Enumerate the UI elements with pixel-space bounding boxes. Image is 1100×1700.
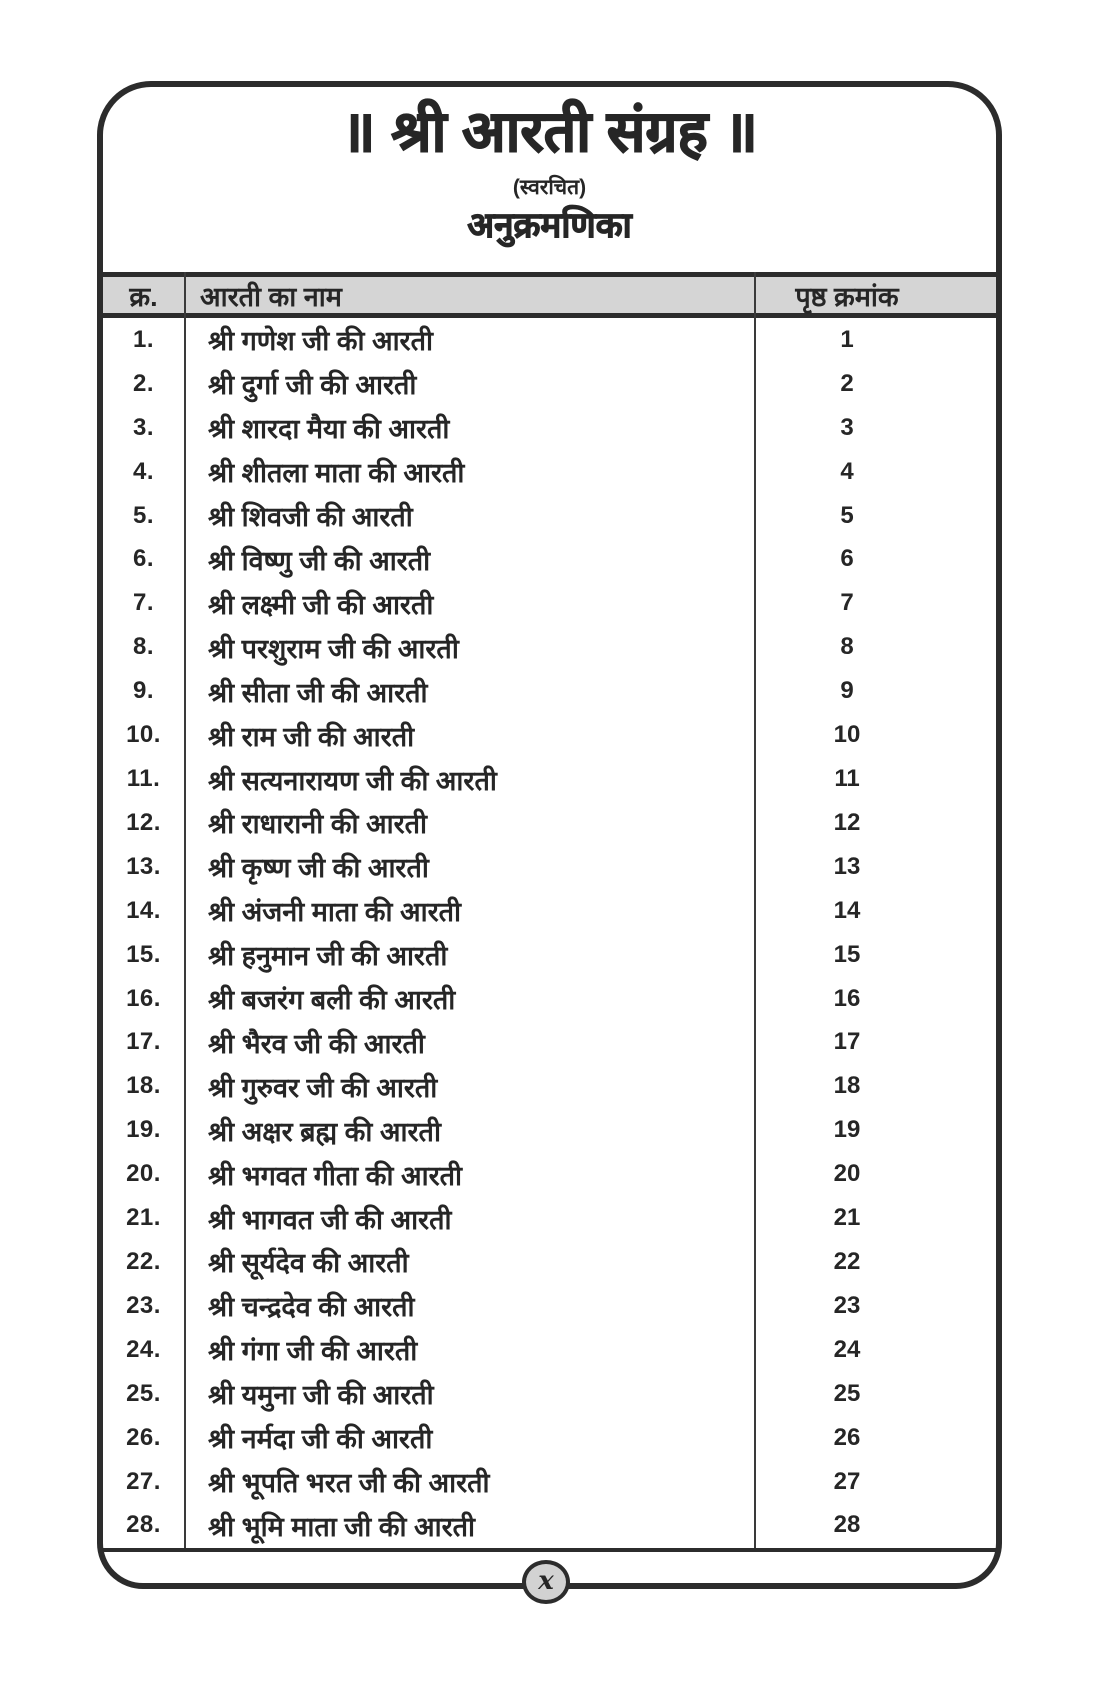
column-divider-serial — [184, 272, 186, 1548]
table-row — [103, 713, 996, 757]
table-row — [103, 494, 996, 538]
table-row — [103, 362, 996, 406]
table-header-row — [103, 272, 996, 318]
table-row — [103, 1064, 996, 1108]
header-aarti-name: आरती का नाम — [200, 282, 342, 312]
row-serial-number: 22. — [126, 1247, 161, 1275]
row-aarti-name: श्री विष्णु जी की आरती — [208, 545, 431, 576]
table-row — [103, 538, 996, 582]
row-aarti-name: श्री भैरव जी की आरती — [208, 1028, 425, 1059]
table-row — [103, 1372, 996, 1416]
row-page-number: 28 — [833, 1511, 861, 1539]
index-heading: अनुक्रमणिका — [467, 206, 632, 245]
table-row — [103, 889, 996, 933]
row-serial-number: 9. — [132, 677, 154, 705]
row-serial-number: 6. — [132, 545, 154, 573]
row-aarti-name: श्री हनुमान जी की आरती — [208, 941, 448, 972]
row-page-number: 18 — [833, 1072, 861, 1100]
table-row — [103, 801, 996, 845]
table-row — [103, 1503, 996, 1547]
table-row — [103, 1328, 996, 1372]
table-row — [103, 625, 996, 669]
book-title: ॥ श्री आरती संग्रह ॥ — [341, 100, 758, 164]
row-aarti-name: श्री गणेश जी की आरती — [208, 326, 433, 357]
row-page-number: 10 — [833, 721, 861, 749]
row-serial-number: 10. — [126, 721, 161, 749]
footer-page-number-oval — [522, 1560, 570, 1604]
row-page-number: 27 — [833, 1467, 861, 1495]
row-aarti-name: श्री भागवत जी की आरती — [208, 1204, 452, 1235]
row-serial-number: 26. — [126, 1423, 161, 1451]
row-aarti-name: श्री परशुराम जी की आरती — [208, 633, 459, 664]
row-serial-number: 25. — [126, 1379, 161, 1407]
row-aarti-name: श्री सीता जी की आरती — [208, 677, 428, 708]
row-page-number: 13 — [833, 852, 861, 880]
row-serial-number: 2. — [132, 369, 154, 397]
row-aarti-name: श्री शारदा मैया की आरती — [208, 414, 450, 445]
row-serial-number: 8. — [132, 633, 154, 661]
row-page-number: 14 — [833, 896, 861, 924]
row-serial-number: 14. — [126, 896, 161, 924]
row-serial-number: 27. — [126, 1467, 161, 1495]
row-serial-number: 15. — [126, 940, 161, 968]
row-aarti-name: श्री भूमि माता जी की आरती — [208, 1511, 476, 1542]
table-row — [103, 581, 996, 625]
row-serial-number: 21. — [126, 1204, 161, 1232]
row-aarti-name: श्री राम जी की आरती — [208, 721, 415, 752]
table-row — [103, 1460, 996, 1504]
row-page-number: 19 — [833, 1116, 861, 1144]
row-aarti-name: श्री अंजनी माता की आरती — [208, 897, 462, 928]
row-serial-number: 12. — [126, 808, 161, 836]
row-page-number: 8 — [840, 633, 854, 661]
table-row — [103, 1021, 996, 1065]
row-page-number: 2 — [840, 369, 854, 397]
row-page-number: 16 — [833, 984, 861, 1012]
row-serial-number: 23. — [126, 1291, 161, 1319]
row-serial-number: 28. — [126, 1511, 161, 1539]
header-page-number: पृष्ठ क्रमांक — [795, 282, 899, 312]
row-aarti-name: श्री दुर्गा जी की आरती — [208, 370, 417, 401]
row-page-number: 20 — [833, 1160, 861, 1188]
row-page-number: 1 — [840, 325, 854, 353]
row-aarti-name: श्री भूपति भरत जी की आरती — [208, 1468, 490, 1499]
row-serial-number: 16. — [126, 984, 161, 1012]
row-aarti-name: श्री सूर्यदेव की आरती — [208, 1248, 409, 1279]
row-page-number: 6 — [840, 545, 854, 573]
row-aarti-name: श्री यमुना जी की आरती — [208, 1380, 434, 1411]
row-serial-number: 4. — [132, 457, 154, 485]
row-serial-number: 7. — [132, 589, 154, 617]
table-body — [103, 318, 996, 1552]
table-row — [103, 450, 996, 494]
row-aarti-name: श्री लक्ष्मी जी की आरती — [208, 589, 434, 620]
page-border-frame — [97, 81, 1002, 1589]
table-row — [103, 977, 996, 1021]
row-serial-number: 11. — [126, 765, 161, 793]
row-serial-number: 20. — [126, 1160, 161, 1188]
row-serial-number: 19. — [126, 1116, 161, 1144]
row-aarti-name: श्री भगवत गीता की आरती — [208, 1160, 463, 1191]
row-serial-number: 17. — [126, 1028, 161, 1056]
row-serial-number: 18. — [126, 1072, 161, 1100]
table-row — [103, 318, 996, 362]
table-row — [103, 1240, 996, 1284]
table-row — [103, 1284, 996, 1328]
table-row — [103, 1416, 996, 1460]
row-aarti-name: श्री बजरंग बली की आरती — [208, 985, 456, 1016]
row-aarti-name: श्री अक्षर ब्रह्म की आरती — [208, 1116, 441, 1147]
row-aarti-name: श्री राधारानी की आरती — [208, 809, 428, 840]
row-serial-number: 24. — [126, 1335, 161, 1363]
row-serial-number: 3. — [132, 413, 154, 441]
row-page-number: 26 — [833, 1423, 861, 1451]
column-divider-page — [754, 272, 756, 1548]
row-page-number: 21 — [833, 1204, 861, 1232]
row-page-number: 23 — [833, 1291, 861, 1319]
row-serial-number: 1. — [132, 325, 154, 353]
row-aarti-name: श्री चन्द्रदेव की आरती — [208, 1292, 415, 1323]
book-subtitle: (स्वरचित) — [512, 176, 587, 199]
row-aarti-name: श्री शिवजी की आरती — [208, 502, 413, 533]
row-serial-number: 13. — [126, 852, 161, 880]
table-row — [103, 1108, 996, 1152]
row-page-number: 24 — [833, 1335, 861, 1363]
row-aarti-name: श्री गंगा जी की आरती — [208, 1336, 418, 1367]
row-page-number: 15 — [833, 940, 861, 968]
footer-page-number: x — [538, 1566, 554, 1596]
table-row — [103, 757, 996, 801]
row-aarti-name: श्री शीतला माता की आरती — [208, 458, 465, 489]
row-page-number: 12 — [833, 808, 861, 836]
row-aarti-name: श्री सत्यनारायण जी की आरती — [208, 765, 497, 796]
row-page-number: 17 — [833, 1028, 861, 1056]
table-row — [103, 933, 996, 977]
row-page-number: 7 — [840, 589, 854, 617]
row-page-number: 25 — [833, 1379, 861, 1407]
table-row — [103, 845, 996, 889]
table-row — [103, 1196, 996, 1240]
row-aarti-name: श्री गुरुवर जी की आरती — [208, 1072, 438, 1103]
row-page-number: 3 — [840, 413, 854, 441]
row-page-number: 5 — [840, 501, 854, 529]
table-row — [103, 406, 996, 450]
table-row — [103, 669, 996, 713]
table-row — [103, 1152, 996, 1196]
row-page-number: 11 — [834, 765, 860, 793]
row-page-number: 4 — [840, 457, 854, 485]
row-aarti-name: श्री कृष्ण जी की आरती — [208, 853, 429, 884]
header-serial-number: क्र. — [129, 282, 158, 312]
row-page-number: 9 — [840, 677, 854, 705]
row-serial-number: 5. — [132, 501, 154, 529]
row-page-number: 22 — [833, 1247, 861, 1275]
row-aarti-name: श्री नर्मदा जी की आरती — [208, 1424, 433, 1455]
